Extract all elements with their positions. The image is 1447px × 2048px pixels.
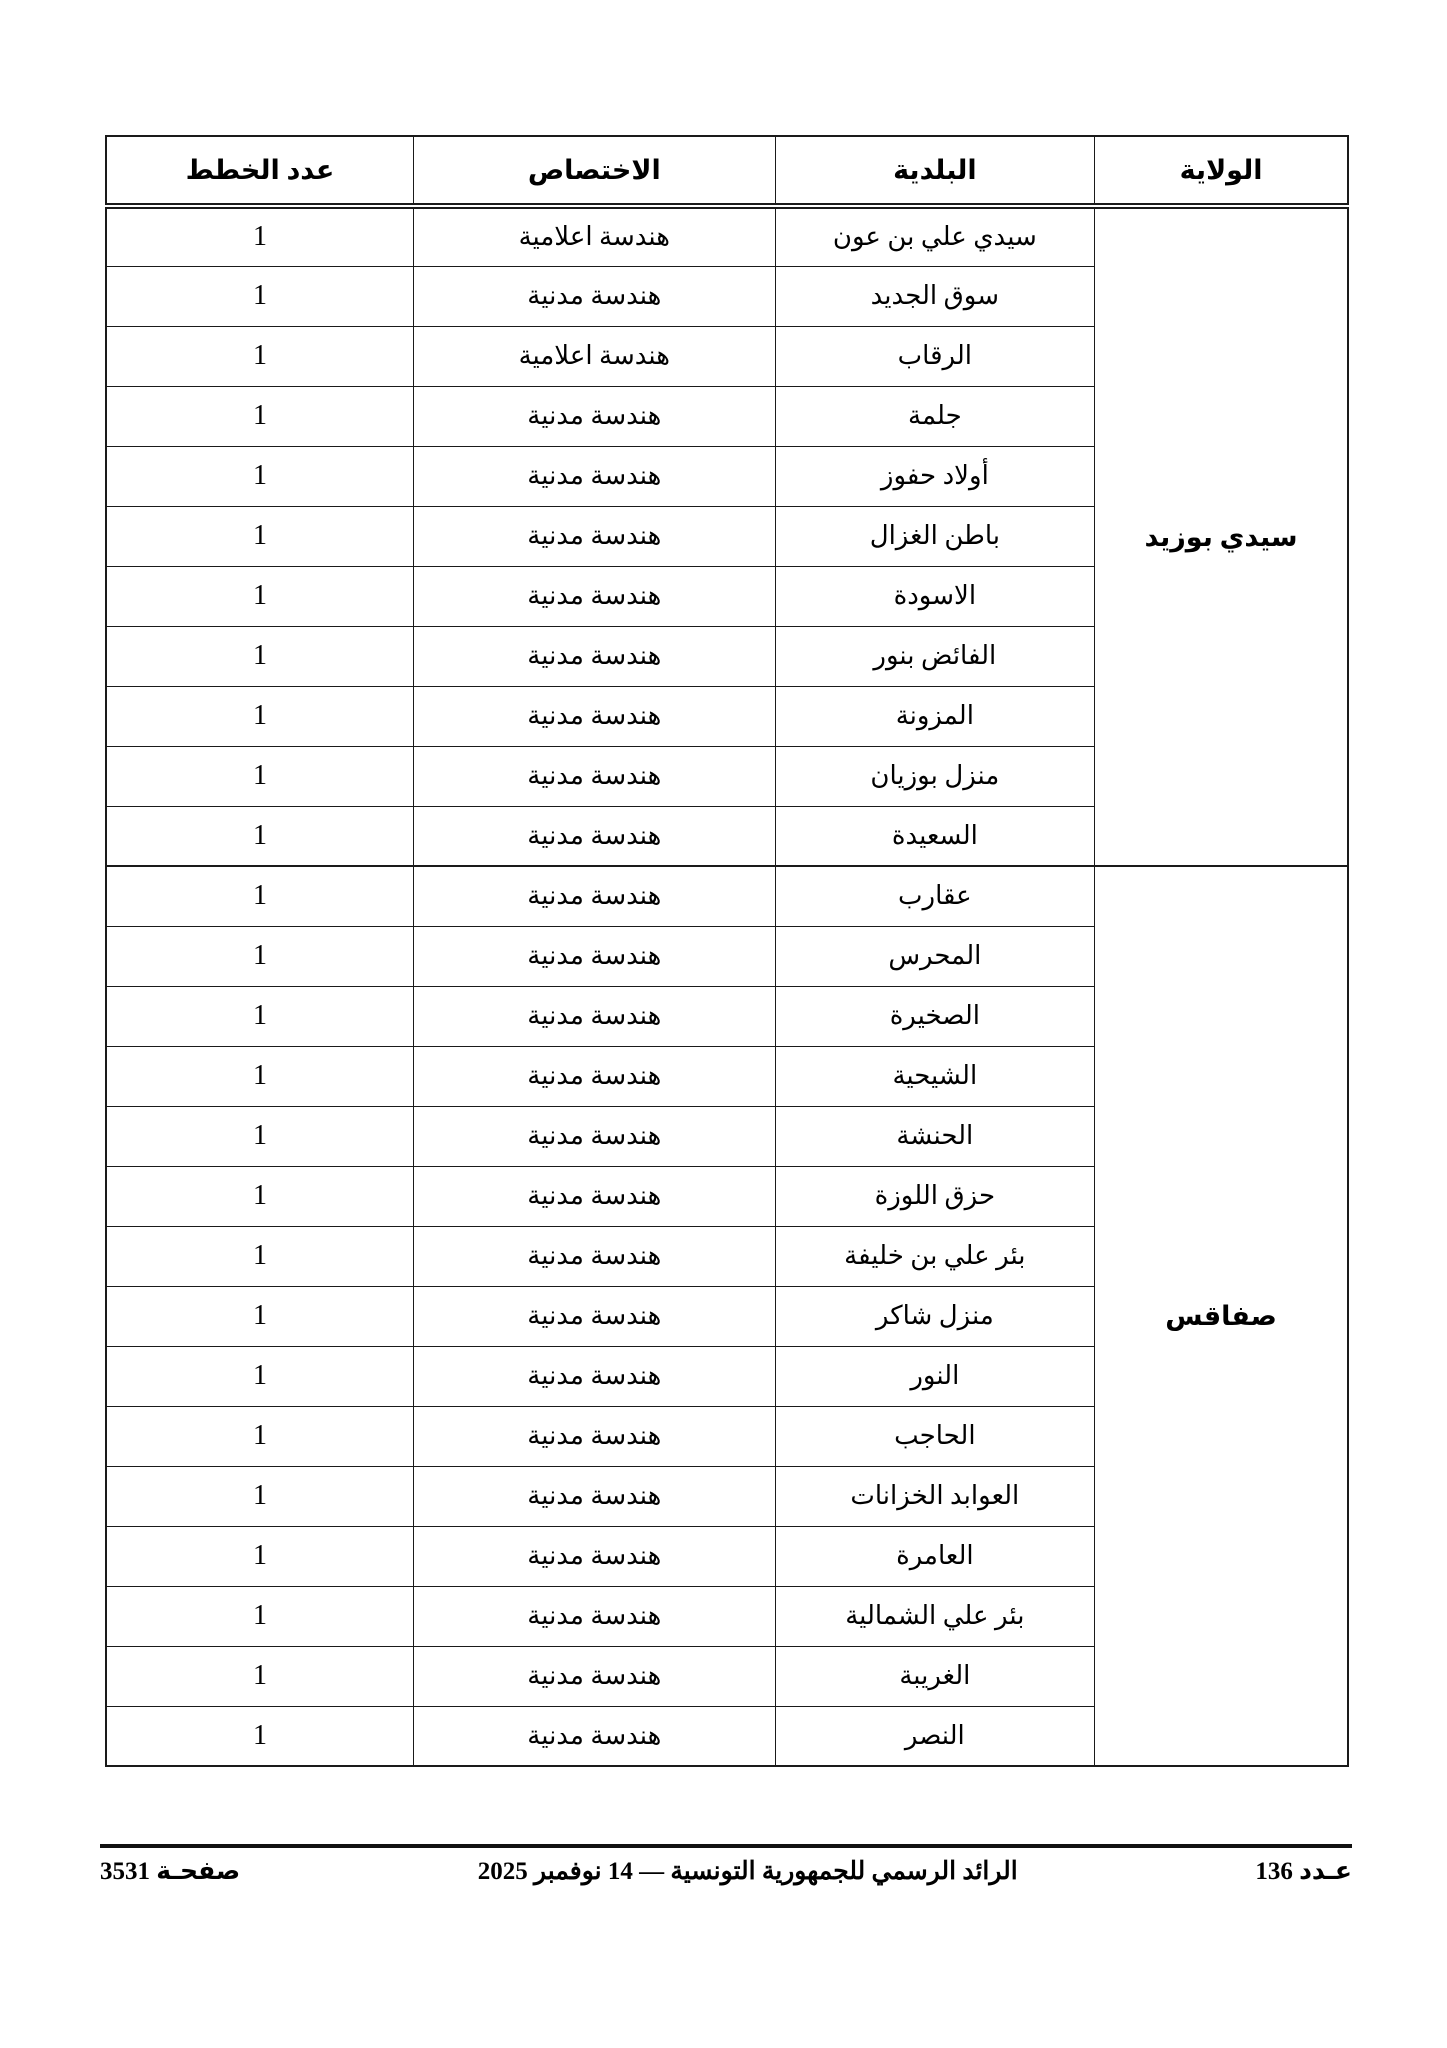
col-header-wilaya: الولاية [1095, 136, 1348, 206]
specialty-cell: هندسة مدنية [414, 386, 776, 446]
col-header-ikhtisas: الاختصاص [414, 136, 776, 206]
positions-count-cell: 1 [106, 986, 414, 1046]
specialty-cell: هندسة مدنية [414, 866, 776, 926]
specialty-cell: هندسة مدنية [414, 1706, 776, 1766]
positions-count-cell: 1 [106, 1106, 414, 1166]
specialty-cell: هندسة مدنية [414, 1286, 776, 1346]
municipality-cell: حزق اللوزة [775, 1166, 1095, 1226]
positions-count-cell: 1 [106, 1526, 414, 1586]
footer-page-number: 3531 [100, 1858, 151, 1885]
specialty-cell: هندسة مدنية [414, 506, 776, 566]
col-header-baladiya: البلدية [775, 136, 1095, 206]
page-footer [100, 1856, 1352, 1886]
positions-count-cell: 1 [106, 1466, 414, 1526]
specialty-cell: هندسة مدنية [414, 1106, 776, 1166]
municipality-cell: الاسودة [775, 566, 1095, 626]
footer-rule [100, 1844, 1352, 1848]
municipality-cell: المزونة [775, 686, 1095, 746]
municipality-cell: منزل بوزيان [775, 746, 1095, 806]
positions-count-cell: 1 [106, 1046, 414, 1106]
positions-count-cell: 1 [106, 326, 414, 386]
positions-count-cell: 1 [106, 566, 414, 626]
municipality-cell: بئر علي بن خليفة [775, 1226, 1095, 1286]
governorate-cell: صفاقس [1095, 866, 1348, 1766]
positions-count-cell: 1 [106, 746, 414, 806]
specialty-cell: هندسة مدنية [414, 1226, 776, 1286]
specialty-cell: هندسة مدنية [414, 746, 776, 806]
specialty-cell: هندسة مدنية [414, 1406, 776, 1466]
positions-count-cell: 1 [106, 1226, 414, 1286]
footer-page [100, 1856, 240, 1886]
municipality-cell: العامرة [775, 1526, 1095, 1586]
table-header-row [106, 136, 1348, 206]
table-body [106, 206, 1348, 1766]
positions-count-cell: 1 [106, 266, 414, 326]
positions-count-cell: 1 [106, 206, 414, 266]
specialty-cell: هندسة مدنية [414, 1046, 776, 1106]
positions-count-cell: 1 [106, 866, 414, 926]
footer-issue-number: 136 [1255, 1858, 1293, 1885]
positions-count-cell: 1 [106, 1646, 414, 1706]
col-header-adad-khutat: عدد الخطط [106, 136, 414, 206]
specialty-cell: هندسة مدنية [414, 1526, 776, 1586]
specialty-cell: هندسة مدنية [414, 626, 776, 686]
municipality-cell: بئر علي الشمالية [775, 1586, 1095, 1646]
specialty-cell: هندسة مدنية [414, 1646, 776, 1706]
table-row [106, 206, 1348, 266]
municipality-cell: الفائض بنور [775, 626, 1095, 686]
municipality-cell: منزل شاكر [775, 1286, 1095, 1346]
municipality-cell: الغريبة [775, 1646, 1095, 1706]
specialty-cell: هندسة مدنية [414, 266, 776, 326]
table-row [106, 866, 1348, 926]
municipality-cell: سوق الجديد [775, 266, 1095, 326]
positions-count-cell: 1 [106, 386, 414, 446]
governorate-cell: سيدي بوزيد [1095, 206, 1348, 866]
municipality-cell: العوابد الخزانات [775, 1466, 1095, 1526]
positions-count-cell: 1 [106, 1406, 414, 1466]
municipality-cell: باطن الغزال [775, 506, 1095, 566]
positions-count-cell: 1 [106, 806, 414, 866]
municipality-cell: السعيدة [775, 806, 1095, 866]
specialty-cell: هندسة اعلامية [414, 206, 776, 266]
municipality-cell: عقارب [775, 866, 1095, 926]
positions-count-cell: 1 [106, 506, 414, 566]
specialty-cell: هندسة مدنية [414, 686, 776, 746]
positions-table [105, 135, 1349, 1767]
positions-count-cell: 1 [106, 1166, 414, 1226]
footer-page-label: صفحـة [156, 1858, 241, 1885]
positions-count-cell: 1 [106, 1346, 414, 1406]
specialty-cell: هندسة مدنية [414, 1166, 776, 1226]
footer-issue-label: عـدد [1299, 1858, 1352, 1885]
municipality-cell: الحاجب [775, 1406, 1095, 1466]
positions-count-cell: 1 [106, 1706, 414, 1766]
municipality-cell: الرقاب [775, 326, 1095, 386]
footer-issue [1255, 1856, 1352, 1886]
specialty-cell: هندسة مدنية [414, 806, 776, 866]
municipality-cell: سيدي علي بن عون [775, 206, 1095, 266]
positions-count-cell: 1 [106, 686, 414, 746]
municipality-cell: الحنشة [775, 1106, 1095, 1166]
specialty-cell: هندسة مدنية [414, 926, 776, 986]
municipality-cell: النصر [775, 1706, 1095, 1766]
specialty-cell: هندسة مدنية [414, 986, 776, 1046]
specialty-cell: هندسة مدنية [414, 1346, 776, 1406]
specialty-cell: هندسة مدنية [414, 1466, 776, 1526]
positions-count-cell: 1 [106, 446, 414, 506]
specialty-cell: هندسة مدنية [414, 566, 776, 626]
specialty-cell: هندسة مدنية [414, 446, 776, 506]
municipality-cell: جلمة [775, 386, 1095, 446]
municipality-cell: الصخيرة [775, 986, 1095, 1046]
municipality-cell: النور [775, 1346, 1095, 1406]
specialty-cell: هندسة مدنية [414, 1586, 776, 1646]
positions-count-cell: 1 [106, 926, 414, 986]
specialty-cell: هندسة اعلامية [414, 326, 776, 386]
municipality-cell: الشيحية [775, 1046, 1095, 1106]
municipality-cell: المحرس [775, 926, 1095, 986]
positions-count-cell: 1 [106, 1586, 414, 1646]
footer-journal-line: الرائد الرسمي للجمهورية التونسية — 14 نوفمبر 2025 [477, 1858, 1018, 1885]
municipality-cell: أولاد حفوز [775, 446, 1095, 506]
positions-count-cell: 1 [106, 1286, 414, 1346]
positions-count-cell: 1 [106, 626, 414, 686]
